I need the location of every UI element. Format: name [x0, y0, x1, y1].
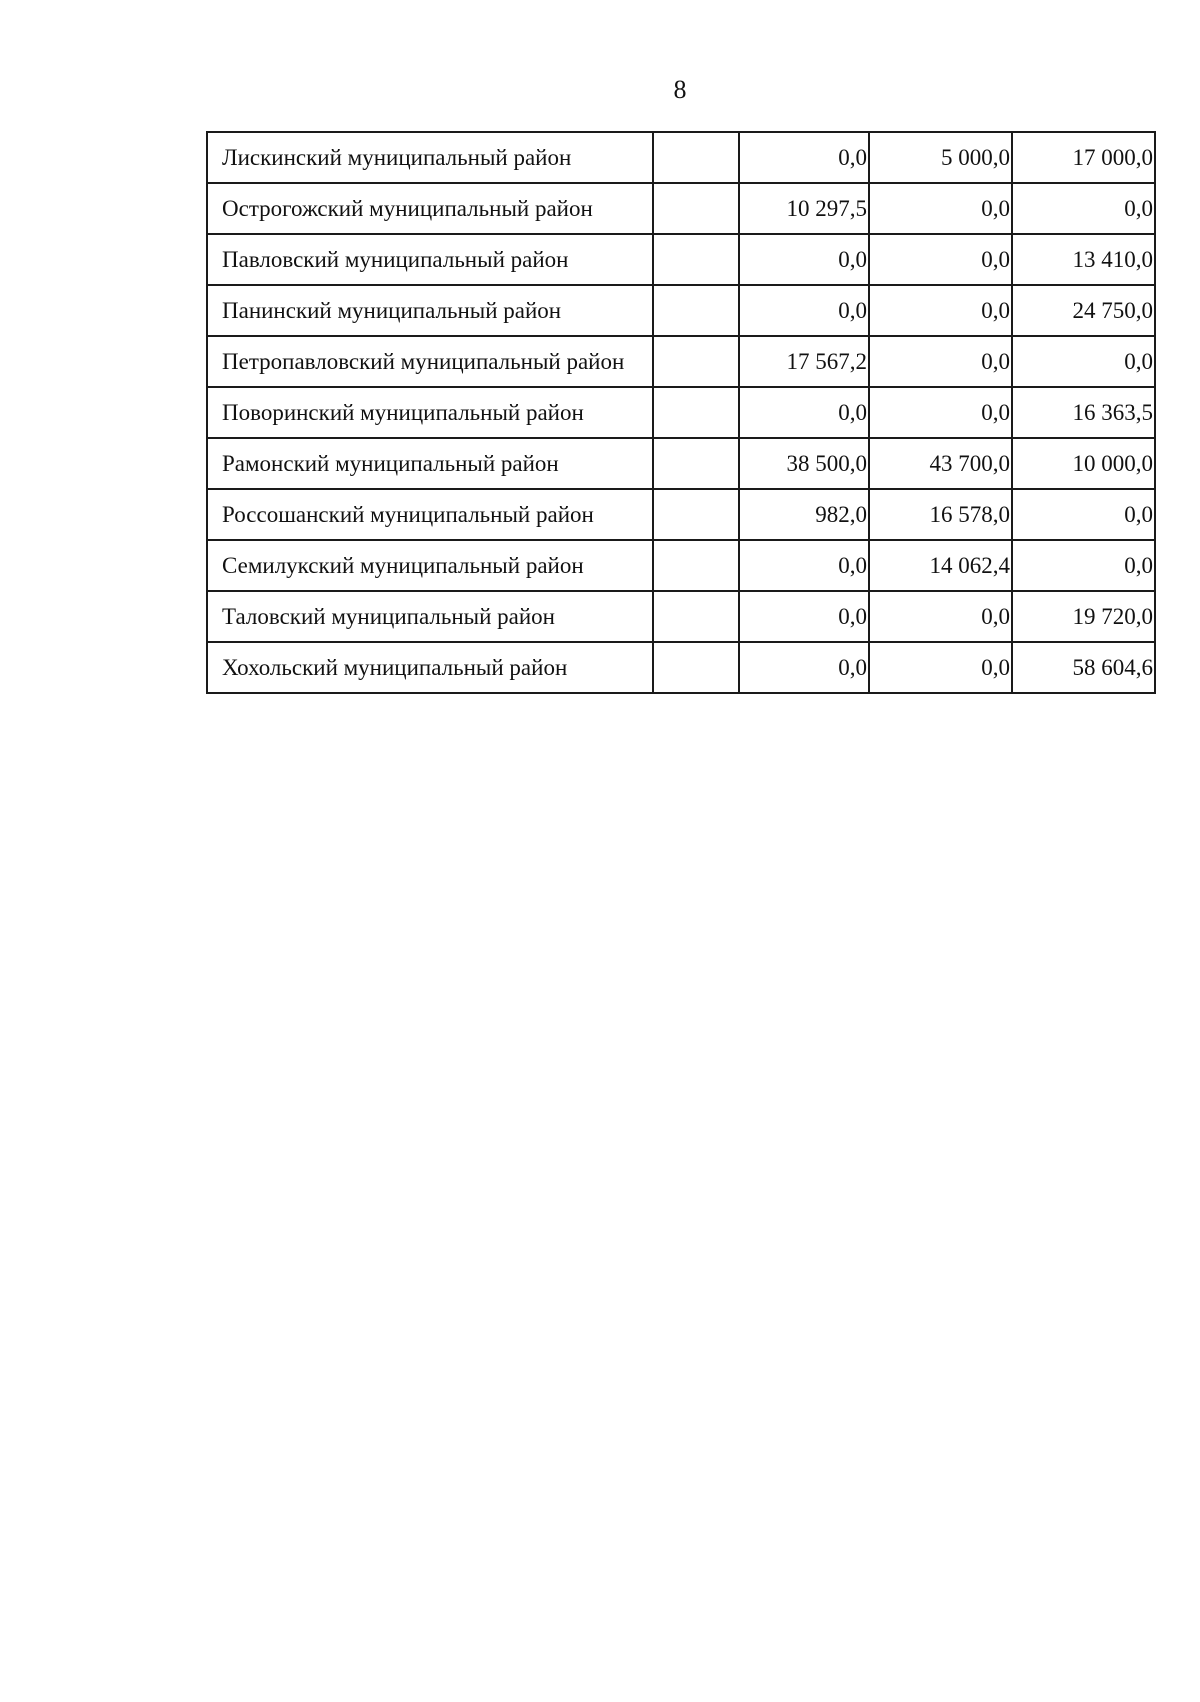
- table-row: [207, 336, 1155, 387]
- table-row: [207, 540, 1155, 591]
- value-cell-1: 982,0: [739, 489, 869, 540]
- value-cell-1: 0,0: [739, 132, 869, 183]
- value-cell-2: 5 000,0: [869, 132, 1012, 183]
- district-name: Россошанский муниципальный район: [207, 489, 653, 540]
- value-cell-3: 0,0: [1012, 336, 1155, 387]
- district-name: Петропавловский муниципальный район: [207, 336, 653, 387]
- table-row: [207, 387, 1155, 438]
- value-cell-1: 10 297,5: [739, 183, 869, 234]
- empty-cell: [653, 642, 739, 693]
- page-number: 8: [673, 75, 687, 104]
- value-cell-3: 0,0: [1012, 540, 1155, 591]
- table-row: [207, 132, 1155, 183]
- empty-cell: [653, 285, 739, 336]
- empty-cell: [653, 234, 739, 285]
- value-cell-3: 16 363,5: [1012, 387, 1155, 438]
- table-row: [207, 234, 1155, 285]
- district-name: Рамонский муниципальный район: [207, 438, 653, 489]
- empty-cell: [653, 438, 739, 489]
- value-cell-2: 43 700,0: [869, 438, 1012, 489]
- empty-cell: [653, 540, 739, 591]
- empty-cell: [653, 183, 739, 234]
- value-cell-2: 0,0: [869, 591, 1012, 642]
- value-cell-2: 14 062,4: [869, 540, 1012, 591]
- district-name: Семилукский муниципальный район: [207, 540, 653, 591]
- districts-table: [206, 131, 1156, 694]
- district-name: Поворинский муниципальный район: [207, 387, 653, 438]
- empty-cell: [653, 336, 739, 387]
- district-name: Острогожский муниципальный район: [207, 183, 653, 234]
- value-cell-2: 0,0: [869, 183, 1012, 234]
- value-cell-3: 0,0: [1012, 183, 1155, 234]
- value-cell-2: 0,0: [869, 387, 1012, 438]
- value-cell-2: 0,0: [869, 285, 1012, 336]
- value-cell-1: 17 567,2: [739, 336, 869, 387]
- value-cell-2: 0,0: [869, 234, 1012, 285]
- value-cell-3: 0,0: [1012, 489, 1155, 540]
- empty-cell: [653, 132, 739, 183]
- value-cell-1: 0,0: [739, 285, 869, 336]
- value-cell-3: 58 604,6: [1012, 642, 1155, 693]
- value-cell-3: 17 000,0: [1012, 132, 1155, 183]
- value-cell-2: 0,0: [869, 336, 1012, 387]
- district-name: Хохольский муниципальный район: [207, 642, 653, 693]
- value-cell-1: 38 500,0: [739, 438, 869, 489]
- value-cell-1: 0,0: [739, 387, 869, 438]
- district-name: Лискинский муниципальный район: [207, 132, 653, 183]
- district-name: Панинский муниципальный район: [207, 285, 653, 336]
- table-row: [207, 591, 1155, 642]
- table-row: [207, 642, 1155, 693]
- table-row: [207, 183, 1155, 234]
- value-cell-2: 0,0: [869, 642, 1012, 693]
- district-name: Павловский муниципальный район: [207, 234, 653, 285]
- empty-cell: [653, 489, 739, 540]
- table-row: [207, 438, 1155, 489]
- table-row: [207, 285, 1155, 336]
- value-cell-1: 0,0: [739, 642, 869, 693]
- value-cell-3: 19 720,0: [1012, 591, 1155, 642]
- value-cell-1: 0,0: [739, 234, 869, 285]
- value-cell-1: 0,0: [739, 540, 869, 591]
- table-row: [207, 489, 1155, 540]
- value-cell-1: 0,0: [739, 591, 869, 642]
- district-name: Таловский муниципальный район: [207, 591, 653, 642]
- empty-cell: [653, 591, 739, 642]
- value-cell-3: 24 750,0: [1012, 285, 1155, 336]
- value-cell-2: 16 578,0: [869, 489, 1012, 540]
- value-cell-3: 10 000,0: [1012, 438, 1155, 489]
- value-cell-3: 13 410,0: [1012, 234, 1155, 285]
- empty-cell: [653, 387, 739, 438]
